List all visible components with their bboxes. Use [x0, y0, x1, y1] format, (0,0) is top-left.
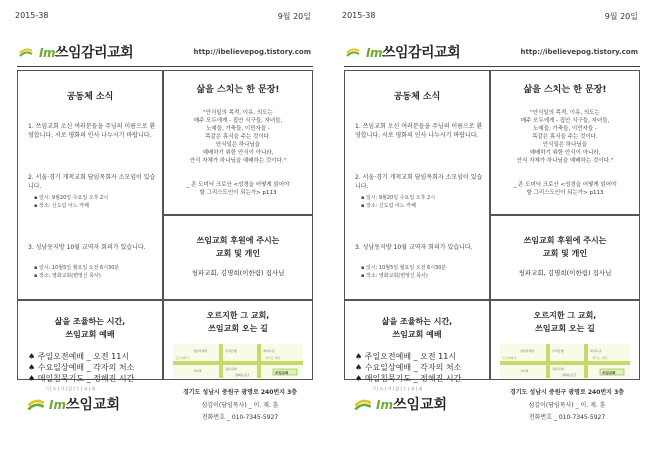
news-item-2-sub-2: ▪ 장소: 신도림 어느 카페: [361, 203, 416, 209]
worship-title: 삶을 조율하는 시간, 쓰임교회 예배: [381, 317, 453, 339]
news-item-2-sub-1: ▪ 일시: 9월20일 수요일 오후 2시: [361, 195, 436, 201]
news-item-2: 2. 서울·경기 개척교회 담임목회자 소모임이 있습니다.: [355, 174, 483, 190]
footer-logo-tagline: 기 | 도 | 가 | 있 | 는 | 교 | 회: [372, 386, 423, 391]
news-item-3: 3. 성남동지방 10월 교역자 회의가 있습니다.: [355, 244, 473, 251]
worship-item: ♠ 매일침묵기도 _ 정해진 시간: [28, 374, 135, 383]
community-news-title: 공동체 소식: [393, 92, 441, 102]
church-logo-icon: [346, 44, 360, 58]
map-label: 성남우체국: [193, 349, 208, 353]
footer-address: 경기도 성남시 중원구 광명로 240번지 3층: [509, 389, 625, 396]
worship-item: ♠ 수요일상예배 _ 각자의 처소: [28, 363, 135, 372]
map-label: 우리은행: [225, 349, 237, 353]
news-item-2-sub-1: ▪ 일시: 9월20일 수요일 오후 2시: [34, 195, 109, 201]
worship-title: 삶을 조율하는 시간, 쓰임교회 예배: [54, 317, 126, 339]
church-map: [500, 344, 630, 378]
news-item-1: 1. 쓰임교회 오신 여러분들을 주님의 이름으로 환영합니다. 서로 평화의 인사 나누시기 바랍니다.: [355, 123, 483, 139]
issue-number: 2015-38: [15, 11, 49, 20]
worship-list: [28, 351, 134, 384]
sponsor-box: [490, 215, 640, 300]
church-logo-icon: [19, 44, 33, 58]
worship-item: ♠ 주일오전예배 _ 오전 11시: [28, 352, 130, 361]
map-label: 세이프존: [263, 349, 275, 353]
directions-title: 오르지한 그 교회, 쓰임교회 오는 길: [206, 311, 270, 333]
map-label: 경기도 재단: [265, 356, 281, 360]
sentence-quote: "안식일의 목적, 이유, 의도는 매주 모두에게 - 집안 식구들, 자녀들, 노예들, 가축들, 이민자들 - 똑같은 휴식을 주는 것이다. 안식일은 하나님을 예배하기 위한 안식이 아니라, 안식 자체가 하나님을 예배하는 것이다.": [516, 110, 614, 164]
news-item-2-sub-2: ▪ 장소: 신도림 어느 카페: [34, 203, 89, 209]
church-logo-icon: [354, 394, 372, 412]
sentence-box: [163, 70, 313, 215]
map-label: 기사라: [193, 369, 202, 373]
map-label: 정희동공군: [235, 373, 250, 377]
footer-logo-tagline: 기 | 도 | 가 | 있 | 는 | 교 | 회: [45, 386, 96, 391]
sponsor-box: [163, 215, 313, 300]
news-item-3-sub-1: ▪ 일시: 10월5일 월요일 오전 6시30분: [361, 265, 447, 271]
footer-church-name: Im쓰임교회: [376, 397, 448, 413]
issue-date: 9월 20일: [604, 12, 638, 21]
footer-church-name: Im쓰임교회: [49, 397, 121, 413]
community-news-box: [17, 70, 163, 300]
sentence-title: 삶을 스치는 한 문장!: [196, 85, 280, 95]
directions-title: 오르지한 그 교회, 쓰임교회 오는 길: [533, 311, 597, 333]
worship-box: [17, 300, 163, 383]
bulletin-page-left: [3, 0, 323, 459]
news-item-3-sub-2: ▪ 장소: 영화교회(변영신 목사): [34, 273, 101, 279]
page-header: [342, 11, 638, 20]
map-label: 신구대학교: [502, 356, 517, 360]
page-header: [15, 11, 311, 20]
church-url[interactable]: http://ibelievepog.tistory.com: [193, 48, 311, 56]
church-url[interactable]: http://ibelievepog.tistory.com: [520, 48, 638, 56]
map-label: 정희동공군: [562, 373, 577, 377]
map-label: 세이프존: [590, 349, 602, 353]
footer-address: 경기도 성남시 중원구 광명로 240번지 3층: [182, 389, 298, 396]
sentence-quote: "안식일의 목적, 이유, 의도는 매주 모두에게 - 집안 식구들, 자녀들, 노예들, 가축들, 이민자들 - 똑같은 휴식을 주는 것이다. 안식일은 하나님을 예배하기 위한 안식이 아니라, 안식 자체가 하나님을 예배하는 것이다.": [189, 110, 287, 164]
worship-list: [355, 351, 461, 384]
map-label-church: 쓰임교회: [602, 371, 616, 375]
sponsor-title: 쓰임교회 후원에 주시는 교회 및 개인: [196, 236, 280, 258]
footer-phone: 전화번호 _ 010-7345-5927: [201, 414, 279, 421]
news-item-2: 2. 서울·경기 개척교회 담임목회자 소모임이 있습니다.: [28, 174, 156, 190]
worship-box: [344, 300, 490, 383]
news-item-3-sub-1: ▪ 일시: 10월5일 월요일 오전 6시30분: [34, 265, 120, 271]
church-name: Im쓰임감리교회: [39, 45, 134, 61]
map-label: 성남교회: [225, 367, 237, 371]
sentence-source: _ 존 도미닉 크로산 <성경을 어떻게 읽어야 할 그리스도인이 되는가> p113: [186, 182, 290, 196]
worship-item: ♠ 매일침묵기도 _ 정해진 시간: [355, 374, 462, 383]
news-item-3: 3. 성남동지방 10월 교역자 회의가 있습니다.: [28, 244, 146, 251]
map-label: 성남우체국: [520, 349, 535, 353]
sentence-box: [490, 70, 640, 215]
sentence-title: 삶을 스치는 한 문장!: [523, 85, 607, 95]
map-label: 경기도 재단: [592, 356, 608, 360]
church-logo-header: [344, 32, 640, 67]
community-news-title: 공동체 소식: [66, 92, 114, 102]
sponsor-title: 쓰임교회 후원에 주시는 교회 및 개인: [523, 236, 607, 258]
bulletin-page-right: [330, 0, 650, 459]
issue-date: 9월 20일: [277, 12, 311, 21]
church-name: Im쓰임감리교회: [366, 45, 461, 61]
map-label-church: 쓰임교회: [275, 371, 289, 375]
worship-item: ♠ 주일오전예배 _ 오전 11시: [355, 352, 457, 361]
map-label: 성남교회: [552, 367, 564, 371]
sponsor-names: 청파교회, 김명희(이한림) 집사님: [518, 269, 612, 277]
issue-number: 2015-38: [342, 11, 376, 20]
news-item-1: 1. 쓰임교회 오신 여러분들을 주님의 이름으로 환영합니다. 서로 평화의 인사 나누시기 바랍니다.: [28, 123, 156, 139]
map-label: 기사라: [520, 369, 529, 373]
sponsor-names: 청파교회, 김명희(이한림) 집사님: [191, 269, 285, 277]
map-label: 우리은행: [552, 349, 564, 353]
community-news-box: [344, 70, 490, 300]
footer-phone: 전화번호 _ 010-7345-5927: [528, 414, 606, 421]
footer-pastor: 섬김이(담임목사) _ 이. 재. 훈: [528, 402, 606, 409]
news-item-3-sub-2: ▪ 장소: 영화교회(변영신 목사): [361, 273, 428, 279]
sentence-source: _ 존 도미닉 크로산 <성경을 어떻게 읽어야 할 그리스도인이 되는가> p113: [513, 182, 617, 196]
footer-logo: [352, 386, 472, 424]
worship-item: ♠ 수요일상예배 _ 각자의 처소: [355, 363, 462, 372]
church-logo-icon: [27, 394, 45, 412]
footer-pastor: 섬김이(담임목사) _ 이. 재. 훈: [201, 402, 279, 409]
church-logo-header: [17, 32, 313, 67]
map-label: 신구대학교: [175, 356, 190, 360]
footer-logo: [25, 386, 145, 424]
church-map: [173, 344, 303, 378]
